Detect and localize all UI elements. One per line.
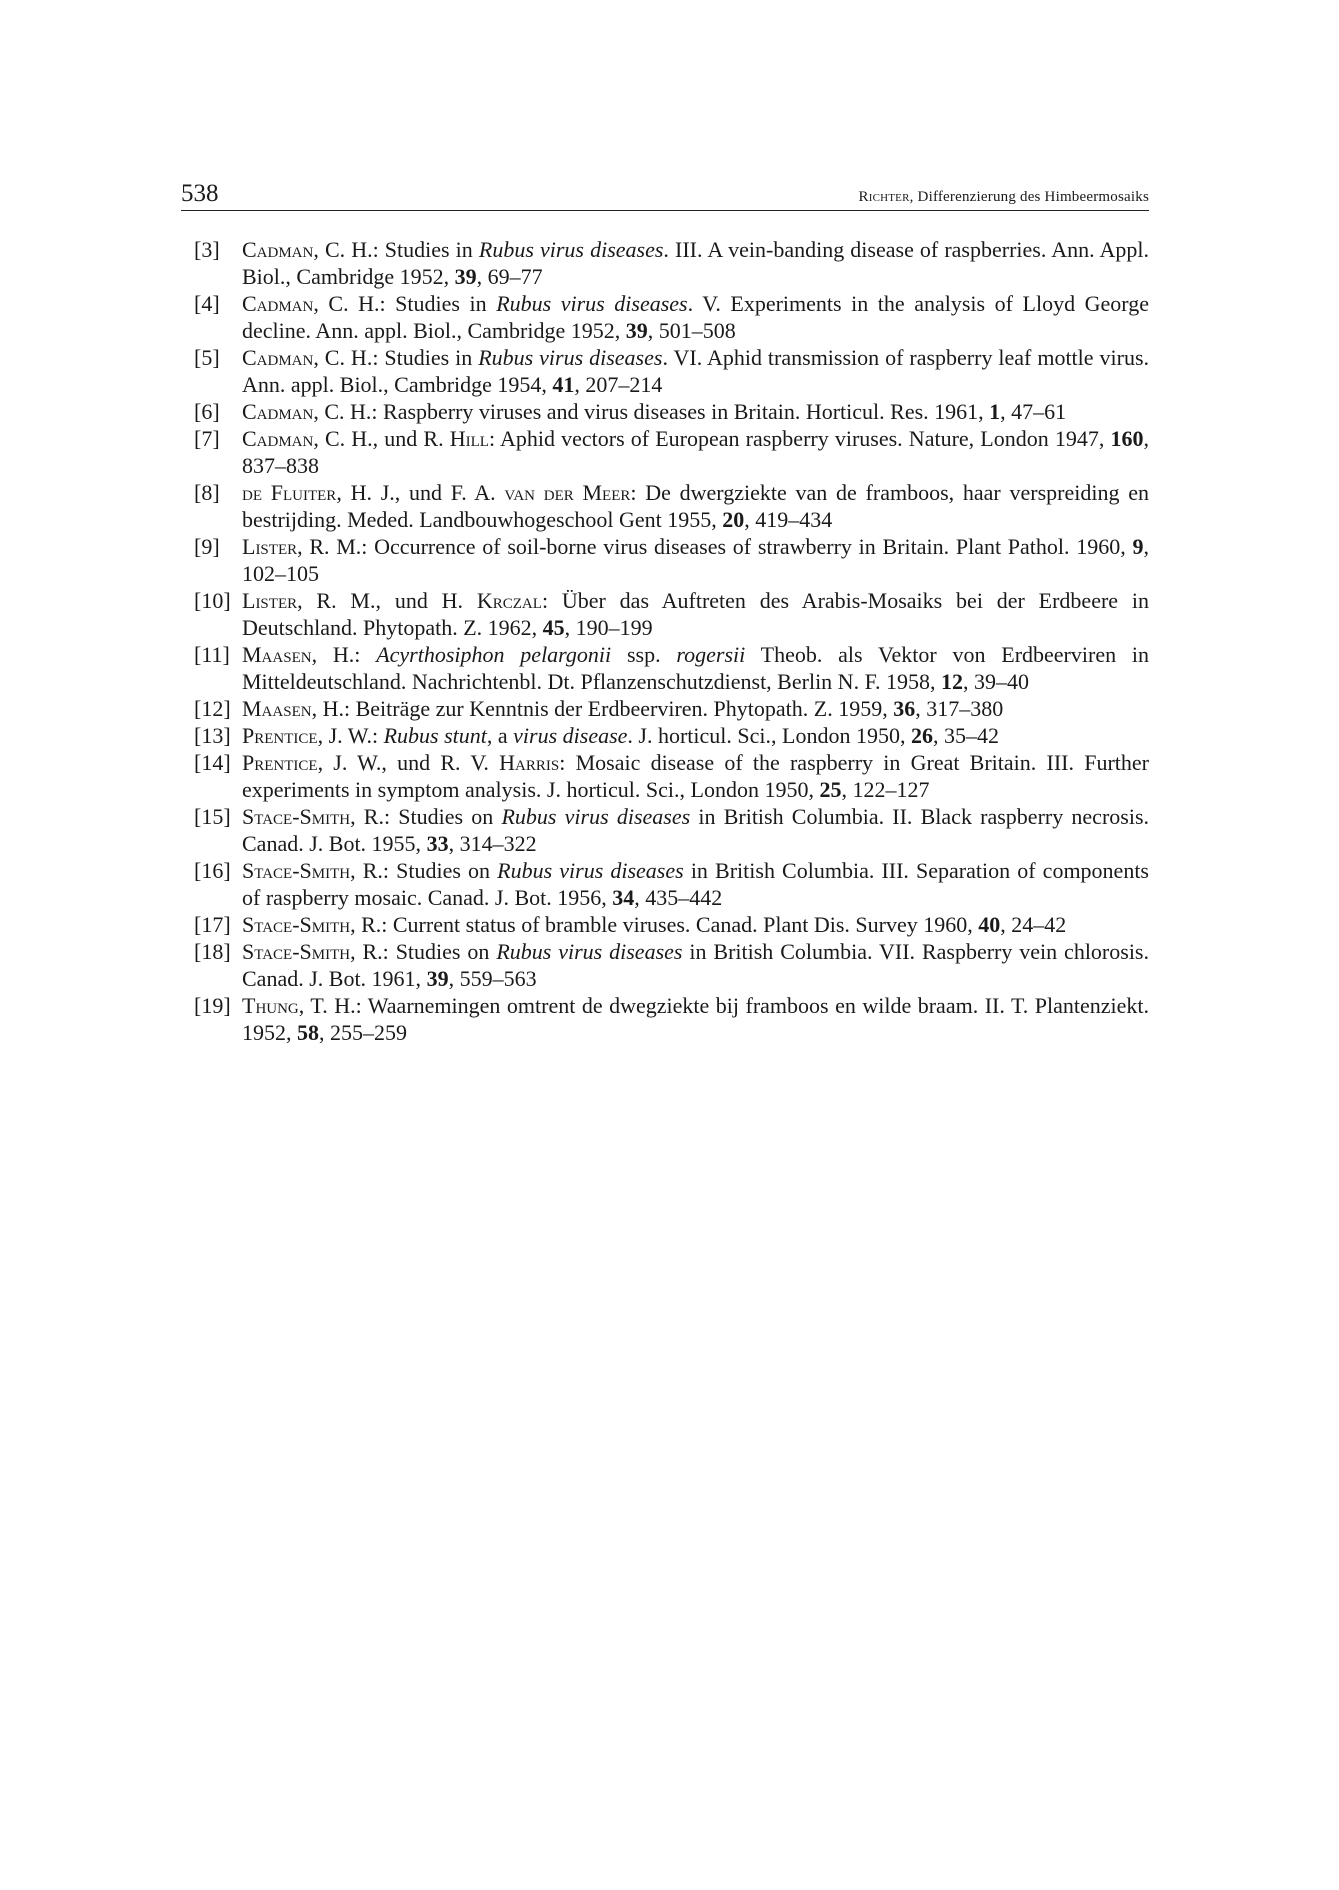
reference-text xyxy=(242,858,1149,910)
reference-text xyxy=(242,399,1066,424)
reference-list xyxy=(194,236,1149,1046)
reference-segment: , 435–442 xyxy=(634,885,723,910)
author-name: Stace-Smith xyxy=(242,939,351,964)
reference-segment: , C. H.: Raspberry viruses and virus diseases in Britain. Horticul. Res. 1961, xyxy=(313,399,990,424)
volume-number: 39 xyxy=(625,318,648,343)
reference-text xyxy=(242,912,1066,937)
reference-text xyxy=(242,237,1149,289)
reference-item xyxy=(194,236,1149,290)
reference-segment: , C. H.: Studies in xyxy=(313,291,497,316)
reference-segment: , H. J., und F. A. xyxy=(336,480,505,505)
reference-segment: , 255–259 xyxy=(319,1020,407,1045)
author-name: Hill xyxy=(449,426,489,451)
reference-segment: , J. W., und R. V. xyxy=(317,750,500,775)
reference-number: [10] xyxy=(194,588,231,613)
italic-title: Rubus virus diseases xyxy=(478,237,664,262)
reference-item xyxy=(194,344,1149,398)
italic-title: Rubus stunt xyxy=(383,723,487,748)
reference-segment: : Aphid vectors of European raspberry viruses. Nature, London 1947, xyxy=(488,426,1111,451)
running-head xyxy=(181,180,1149,208)
reference-number: [8] xyxy=(194,480,220,505)
page-number: 538 xyxy=(181,180,219,207)
reference-segment: Theob. als Vektor von Erdbeerviren in Mitteldeutschland. Nachrichtenbl. Dt. Pflanzenschutzdienst, Berlin N. F. 1958, xyxy=(242,642,1149,694)
reference-number: [6] xyxy=(194,399,220,424)
reference-number: [9] xyxy=(194,534,220,559)
reference-item xyxy=(194,803,1149,857)
author-name: Prentice xyxy=(242,723,318,748)
running-title xyxy=(859,189,1149,206)
reference-number: [17] xyxy=(194,912,231,937)
reference-segment: : Über das Auftreten des Arabis-Mosaiks bei der Erdbeere in Deutschland. Phytopath. Z. 1962, xyxy=(242,588,1149,640)
reference-number: [13] xyxy=(194,723,231,748)
reference-text xyxy=(242,480,1149,532)
italic-title: rogersii xyxy=(676,642,746,667)
volume-number: 36 xyxy=(893,696,916,721)
reference-item xyxy=(194,641,1149,695)
reference-item xyxy=(194,425,1149,479)
reference-number: [11] xyxy=(194,642,230,667)
author-name: Cadman xyxy=(242,291,314,316)
reference-segment: , 501–508 xyxy=(647,318,736,343)
reference-segment: , H.: Beiträge zur Kenntnis der Erdbeerviren. Phytopath. Z. 1959, xyxy=(311,696,894,721)
volume-number: 41 xyxy=(552,372,575,397)
reference-item xyxy=(194,749,1149,803)
author-name: Krczal xyxy=(476,588,542,613)
volume-number: 39 xyxy=(454,264,477,289)
header-rule xyxy=(181,210,1149,211)
reference-segment: , J. W.: xyxy=(317,723,384,748)
reference-segment: , R. M., und H. xyxy=(297,588,477,613)
reference-number: [12] xyxy=(194,696,231,721)
author-name: Stace-Smith xyxy=(242,912,351,937)
reference-item xyxy=(194,290,1149,344)
reference-segment: in British Columbia. III. Separation of components of raspberry mosaic. Canad. J. Bot. 1956, xyxy=(242,858,1149,910)
reference-text xyxy=(242,291,1149,343)
reference-segment: , 102–105 xyxy=(242,534,1149,586)
author-name: Cadman xyxy=(242,426,314,451)
author-name: Stace-Smith xyxy=(242,858,351,883)
reference-number: [16] xyxy=(194,858,231,883)
reference-segment: , R.: Studies on xyxy=(350,939,497,964)
author-name: de Fluiter xyxy=(242,480,337,505)
reference-number: [4] xyxy=(194,291,220,316)
volume-number: 160 xyxy=(1110,426,1144,451)
reference-segment: , 47–61 xyxy=(1000,399,1067,424)
reference-number: [7] xyxy=(194,426,220,451)
italic-title: Rubus virus diseases xyxy=(478,345,663,370)
volume-number: 40 xyxy=(978,912,1001,937)
reference-segment: , C. H., und R. xyxy=(313,426,450,451)
reference-item xyxy=(194,938,1149,992)
reference-text xyxy=(242,939,1149,991)
volume-number: 39 xyxy=(426,966,449,991)
reference-segment: , R.: Current status of bramble viruses. Canad. Plant Dis. Survey 1960, xyxy=(350,912,979,937)
author-name: Maasen xyxy=(242,642,312,667)
italic-title: Rubus virus diseases xyxy=(496,939,683,964)
reference-text xyxy=(242,534,1149,586)
volume-number: 1 xyxy=(989,399,1001,424)
running-title-author: Richter xyxy=(858,189,910,205)
reference-segment: , 837–838 xyxy=(242,426,1149,478)
reference-text xyxy=(242,345,1149,397)
reference-segment: , 190–199 xyxy=(564,615,653,640)
reference-number: [14] xyxy=(194,750,231,775)
reference-text xyxy=(242,993,1149,1045)
reference-segment: , 207–214 xyxy=(574,372,663,397)
reference-item xyxy=(194,722,1149,749)
reference-text xyxy=(242,426,1149,478)
italic-title: Rubus virus diseases xyxy=(496,291,688,316)
reference-number: [5] xyxy=(194,345,220,370)
reference-segment: in British Columbia. II. Black raspberry necrosis. Canad. J. Bot. 1955, xyxy=(242,804,1150,856)
reference-item xyxy=(194,911,1149,938)
reference-text xyxy=(242,804,1149,856)
italic-title: virus disease xyxy=(513,723,628,748)
reference-item xyxy=(194,479,1149,533)
reference-segment: , R.: Studies on xyxy=(350,858,498,883)
author-name: Cadman xyxy=(242,345,314,370)
reference-item xyxy=(194,587,1149,641)
volume-number: 26 xyxy=(910,723,933,748)
reference-number: [15] xyxy=(194,804,231,829)
author-name: Lister xyxy=(242,588,298,613)
reference-item xyxy=(194,533,1149,587)
reference-text xyxy=(242,642,1149,694)
reference-text xyxy=(242,696,1003,721)
reference-segment: in British Columbia. VII. Raspberry vein chlorosis. Canad. J. Bot. 1961, xyxy=(242,939,1149,991)
volume-number: 58 xyxy=(297,1020,319,1045)
reference-segment: , 122–127 xyxy=(841,777,930,802)
reference-number: [19] xyxy=(194,993,231,1018)
author-name: Harris xyxy=(499,750,560,775)
reference-segment: , R.: Studies on xyxy=(350,804,502,829)
reference-segment: , 69–77 xyxy=(476,264,543,289)
author-name: Prentice xyxy=(242,750,318,775)
reference-segment: , H.: xyxy=(311,642,377,667)
reference-number: [18] xyxy=(194,939,231,964)
volume-number: 34 xyxy=(612,885,635,910)
volume-number: 20 xyxy=(722,507,745,532)
reference-segment: . J. horticul. Sci., London 1950, xyxy=(627,723,911,748)
italic-title: Rubus virus diseases xyxy=(497,858,684,883)
author-name: Maasen xyxy=(242,696,312,721)
reference-number: [3] xyxy=(194,237,220,262)
volume-number: 45 xyxy=(542,615,565,640)
reference-segment: : Mosaic disease of the raspberry in Great Britain. III. Further experiments in symptom analysis. J. horticul. Sci., London 1950, xyxy=(242,750,1149,802)
reference-segment: : De dwergziekte van de framboos, haar verspreiding en bestrijding. Meded. Landbouwhogeschool Gent 1955, xyxy=(242,480,1149,532)
author-name: van der Meer xyxy=(504,480,631,505)
reference-segment: , 314–322 xyxy=(448,831,537,856)
reference-segment: , R. M.: Occurrence of soil-borne virus diseases of strawberry in Britain. Plant Pathol. 1960, xyxy=(297,534,1133,559)
author-name: Cadman xyxy=(242,399,314,424)
reference-text xyxy=(242,750,1149,802)
reference-item xyxy=(194,992,1149,1046)
reference-item xyxy=(194,398,1149,425)
reference-segment: , C. H.: Studies in xyxy=(313,345,479,370)
reference-segment: , 559–563 xyxy=(448,966,537,991)
volume-number: 33 xyxy=(426,831,449,856)
reference-segment: ssp. xyxy=(611,642,677,667)
author-name: Thung xyxy=(242,993,299,1018)
reference-text xyxy=(242,588,1149,640)
running-title-text: , Differenzierung des Himbeermosaiks xyxy=(909,189,1149,205)
author-name: Lister xyxy=(242,534,298,559)
reference-segment: . III. A vein-banding disease of raspberries. Ann. Appl. Biol., Cambridge 1952, xyxy=(242,237,1149,289)
italic-title: Rubus virus diseases xyxy=(501,804,691,829)
reference-segment: , 317–380 xyxy=(915,696,1004,721)
reference-segment: . V. Experiments in the analysis of Lloyd George decline. Ann. appl. Biol., Cambridge 1952, xyxy=(242,291,1149,343)
reference-segment: , 419–434 xyxy=(744,507,833,532)
reference-segment: , 24–42 xyxy=(1000,912,1067,937)
reference-segment: , a xyxy=(486,723,514,748)
reference-item xyxy=(194,857,1149,911)
volume-number: 12 xyxy=(941,669,964,694)
volume-number: 25 xyxy=(819,777,842,802)
reference-segment: , T. H.: Waarnemingen omtrent de dwegziekte bij framboos en wilde braam. II. T. Plantenziekt. 1952, xyxy=(242,993,1149,1045)
reference-text xyxy=(242,723,999,748)
volume-number: 9 xyxy=(1132,534,1144,559)
author-name: Cadman xyxy=(242,237,314,262)
author-name: Stace-Smith xyxy=(242,804,351,829)
reference-segment: , 39–40 xyxy=(963,669,1030,694)
reference-item xyxy=(194,695,1149,722)
reference-segment: . VI. Aphid transmission of raspberry leaf mottle virus. Ann. appl. Biol., Cambridge 1954, xyxy=(242,345,1150,397)
reference-segment: , C. H.: Studies in xyxy=(313,237,479,262)
italic-title: Acyrthosiphon pelargonii xyxy=(376,642,612,667)
reference-segment: , 35–42 xyxy=(932,723,999,748)
